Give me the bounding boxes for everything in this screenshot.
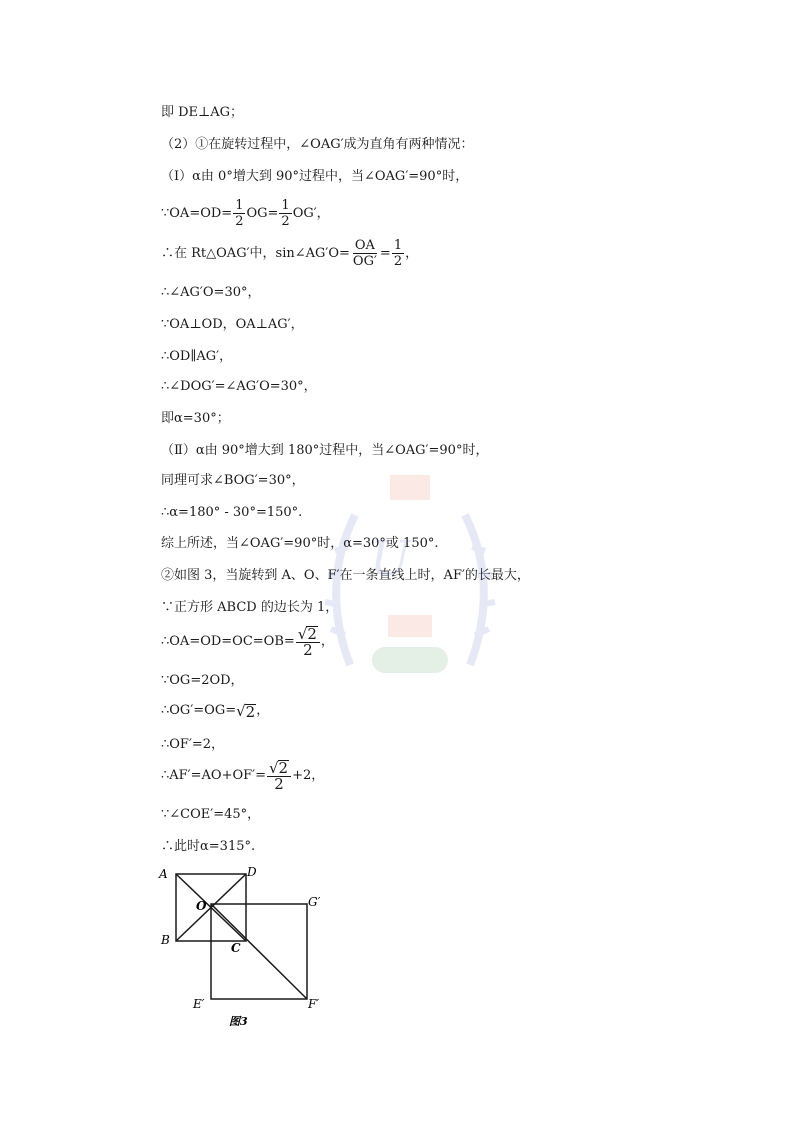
line-of <box>211 904 307 999</box>
text-line: ∴OA=OD=OC=OB= √ 2 2 ， <box>161 625 334 659</box>
fraction: $\frac{OA}{OG'}$ <box>352 238 377 269</box>
figure-caption: 图3 <box>229 1015 248 1028</box>
label-g: G′ <box>308 895 321 909</box>
label-d: D <box>247 865 257 879</box>
text-line: ∵正方形 ABCD 的边长为 1， <box>161 600 339 615</box>
text-line: ∴OG′=OG= √ 2 ， <box>161 702 270 721</box>
text-line: ∴AF′=AO+OF′= √ 2 2 +2， <box>161 759 325 793</box>
label-f: F′ <box>308 997 320 1011</box>
text-line: 即 DE⊥AG； <box>161 105 244 120</box>
label-c: C <box>231 941 241 955</box>
fraction: $\frac{1}{2}$ <box>393 238 403 269</box>
watermark-logo <box>310 455 510 705</box>
text-line: ∴在 Rt△OAG′中，sin∠AG′O= $\frac{OA}{OG'}$ = $\frac{1}{2}$ ， <box>161 238 419 269</box>
label-o: O <box>196 899 207 913</box>
text-line: 同理可求∠BOG′=30°， <box>161 473 305 488</box>
text-line: ∴OF′=2， <box>161 737 225 752</box>
sqrt: √ 2 <box>236 702 256 721</box>
text-line: ∴∠AG′O=30°， <box>161 285 261 300</box>
text-line: ∵∠COE′=45°， <box>161 807 261 822</box>
figure-3 <box>155 862 335 1032</box>
text-line: 综上所述，当∠OAG′=90°时，α=30°或 150°. <box>161 536 439 551</box>
text-line: ∵OA⊥OD，OA⊥AG′， <box>161 317 304 332</box>
text-line: ∴α=180° - 30°=150°. <box>161 505 303 520</box>
text-line: （Ⅱ）α由 90°增大到 180°过程中，当∠OAG′=90°时， <box>161 443 489 458</box>
fraction: $\frac{1}{2}$ <box>235 198 244 229</box>
text-line: ∴OD∥AG′， <box>161 349 233 364</box>
text-line: （2）①在旋转过程中，∠OAG′成为直角有两种情况： <box>161 137 474 152</box>
fraction: √ 2 2 <box>267 760 291 792</box>
text-line: ②如图 3，当旋转到 A、O、F′在一条直线上时，AF′的长最大， <box>161 568 530 583</box>
label-e: E′ <box>193 997 205 1011</box>
sqrt: √ 2 <box>297 625 317 643</box>
label-a: A <box>159 867 168 881</box>
text-line: 即α=30°； <box>161 411 230 426</box>
label-b: B <box>161 933 170 947</box>
fraction: √ 2 2 <box>296 626 320 658</box>
sqrt: √ 2 <box>268 759 289 777</box>
text-line: ∵OG=2OD， <box>161 673 244 688</box>
text-line: ∵OA=OD= $\frac{1}{2}$ OG= $\frac{1}{2}$ OG′， <box>161 198 330 229</box>
text-line: （Ⅰ）α由 0°增大到 90°过程中，当∠OAG′=90°时， <box>161 169 469 184</box>
fraction: $\frac{1}{2}$ <box>281 198 290 229</box>
text-line: ∴∠DOG′=∠AG′O=30°， <box>161 379 317 394</box>
text-line: ∴此时α=315°. <box>161 839 256 854</box>
svg-text:U: U <box>370 531 411 587</box>
